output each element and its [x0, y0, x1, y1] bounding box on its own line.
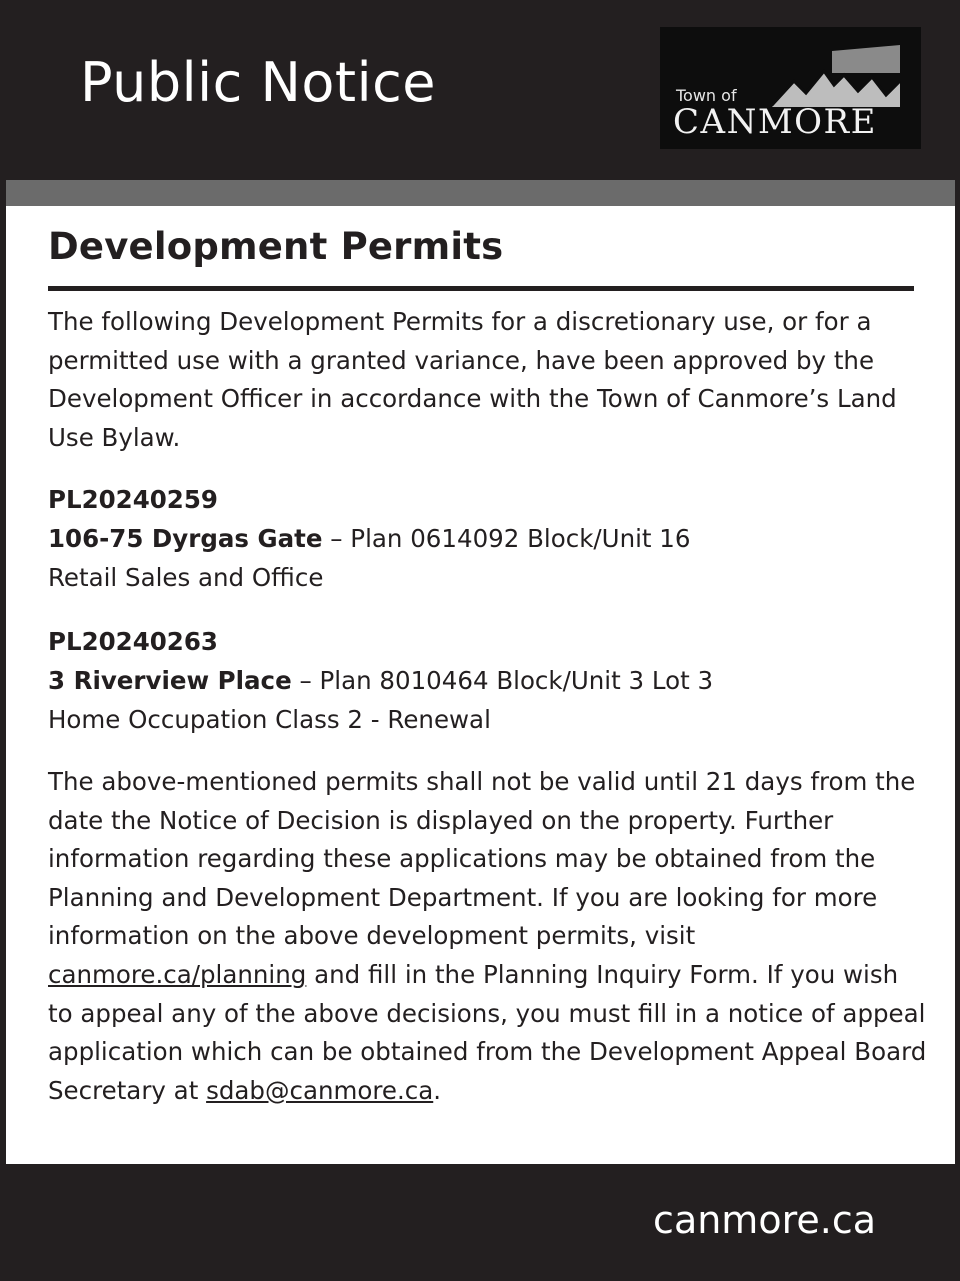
permit-number: PL20240259: [48, 485, 218, 514]
mountains-icon: [772, 43, 912, 107]
permit-entry: [48, 480, 918, 597]
permit-legal-description: – Plan 0614092 Block/Unit 16: [322, 524, 691, 553]
header-divider-band: [6, 180, 955, 206]
title-rule: [48, 286, 914, 291]
closing-text-3: .: [433, 1075, 442, 1105]
notice-body: [6, 206, 955, 1164]
permit-address: 3 Riverview Place: [48, 666, 292, 695]
sdab-email-link[interactable]: sdab@canmore.ca: [206, 1075, 434, 1105]
logo-town-of: Town of: [676, 86, 737, 105]
closing-text-1: The above-mentioned permits shall not be valid until 21 days from the date the Notice of Decision is displayed on the property. Further information regarding these applications may be obtained from the Planning and Development Department. If you are looking for more information on the above development permits, visit: [48, 767, 916, 951]
header-title: Public Notice: [80, 51, 436, 114]
footer-url: canmore.ca: [653, 1198, 876, 1242]
permit-use: Retail Sales and Office: [48, 563, 324, 592]
planning-link[interactable]: canmore.ca/planning: [48, 959, 307, 989]
permit-use: Home Occupation Class 2 - Renewal: [48, 705, 491, 734]
notice-header: [0, 0, 960, 180]
permit-address: 106-75 Dyrgas Gate: [48, 524, 323, 553]
permit-entry: [48, 622, 918, 739]
permit-legal-description: – Plan 8010464 Block/Unit 3 Lot 3: [291, 666, 714, 695]
notice-footer: [0, 1164, 960, 1281]
section-title: Development Permits: [48, 225, 504, 268]
town-logo: [660, 27, 921, 149]
logo-canmore: CANMORE: [673, 102, 877, 142]
closing-text-2: and fill in the Planning Inquiry Form. If you wish to appeal any of the above decisions, you must fill in a notice of appeal application which can be obtained from the Development Appeal Board Secretary at: [48, 959, 927, 1105]
closing-paragraph: [48, 763, 928, 1110]
permit-number: PL20240263: [48, 627, 218, 656]
intro-paragraph: The following Development Permits for a discretionary use, or for a permitted use with a granted variance, have been approved by the Development Officer in accordance with the Town of Canmore’s Land Use Bylaw.: [48, 307, 897, 452]
